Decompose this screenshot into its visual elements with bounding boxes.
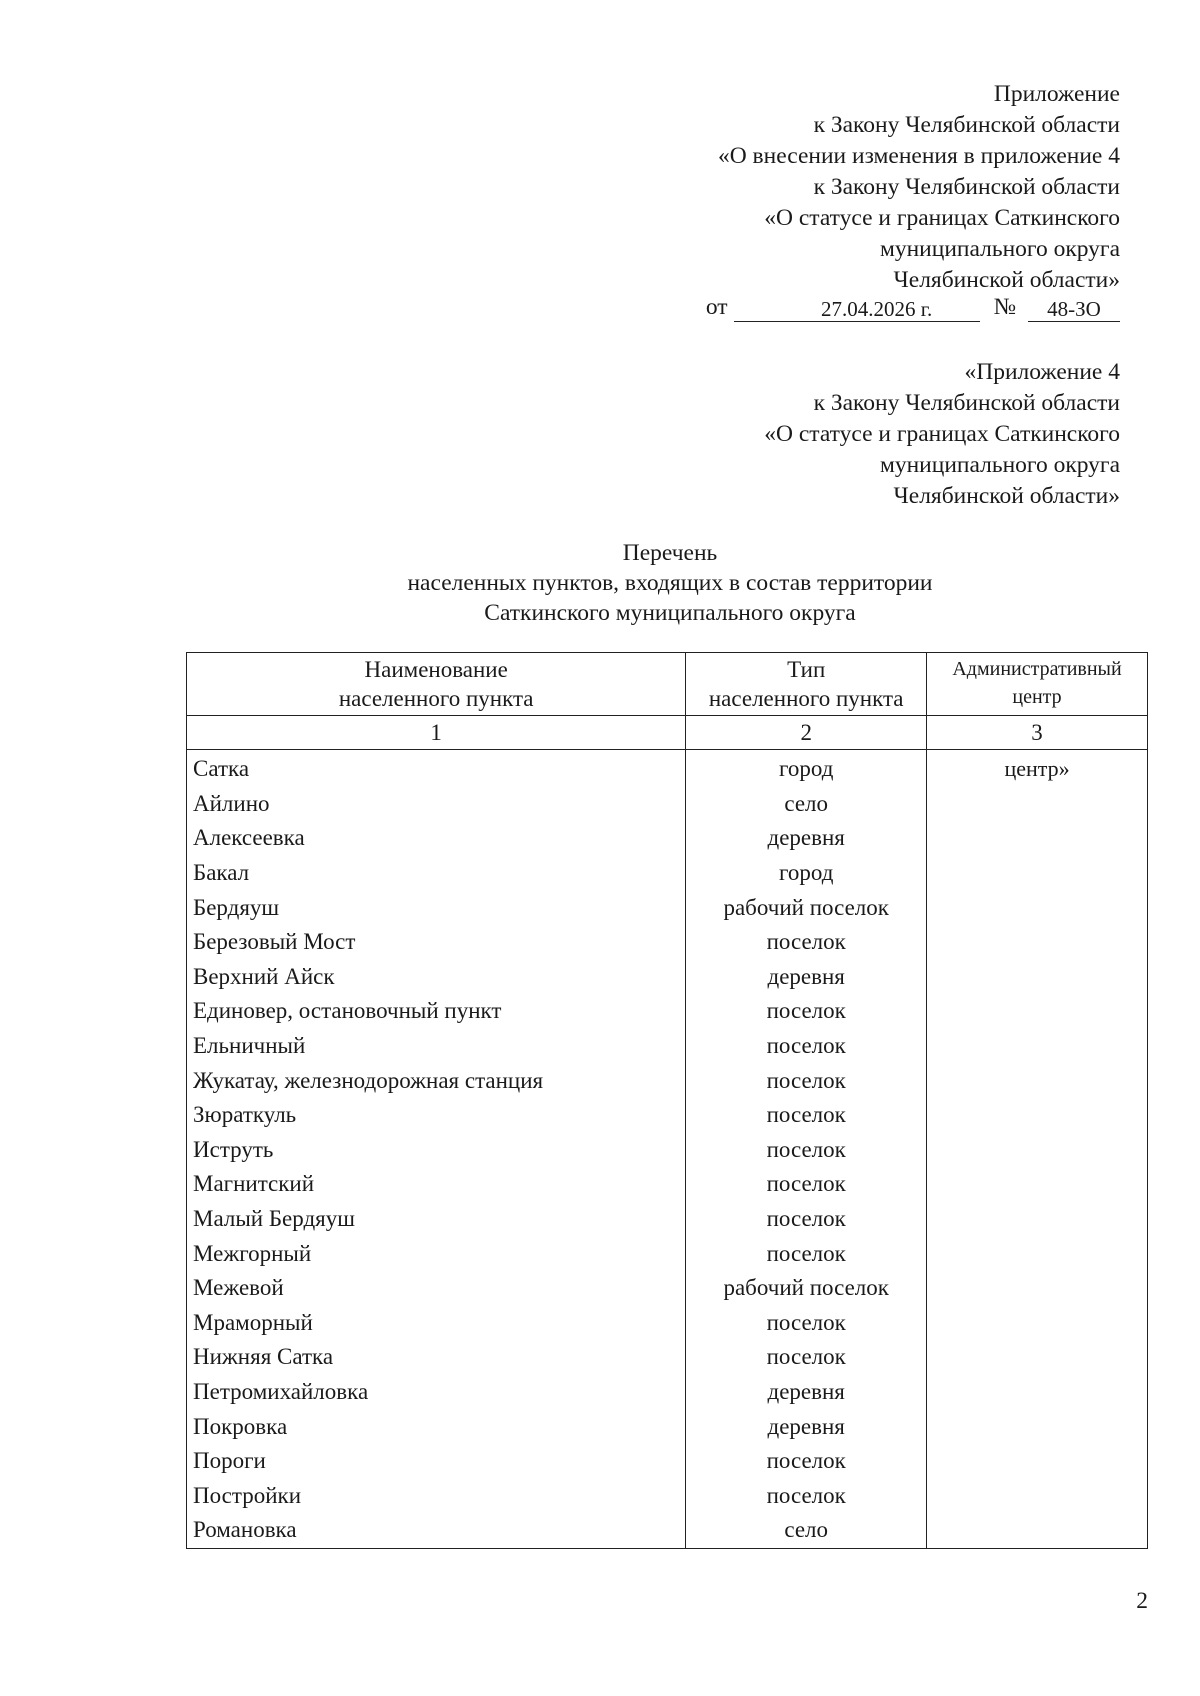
cell-name: Ельничный <box>187 1029 686 1064</box>
cell-type: поселок <box>686 1167 927 1202</box>
cell-name: Пороги <box>187 1444 686 1479</box>
cell-type: деревня <box>686 821 927 856</box>
title-line: Перечень <box>622 540 718 566</box>
cell-center <box>927 960 1148 995</box>
cell-name: Межгорный <box>187 1236 686 1271</box>
table-row <box>187 1202 1148 1237</box>
column-numbers-row <box>187 716 1148 750</box>
cell-name: Айлино <box>187 787 686 822</box>
table-row <box>187 1271 1148 1306</box>
cell-center <box>927 1029 1148 1064</box>
appendix4-line: к Закону Челябинской области <box>813 390 1120 416</box>
cell-center <box>927 1133 1148 1168</box>
cell-type: поселок <box>686 925 927 960</box>
table-row <box>187 1306 1148 1341</box>
cell-type: поселок <box>686 1236 927 1271</box>
document-title <box>300 538 1040 628</box>
cell-type: поселок <box>686 1478 927 1513</box>
table-row <box>187 1029 1148 1064</box>
appendix4-line: Челябинской области» <box>893 483 1120 509</box>
column-number: 3 <box>927 716 1148 750</box>
table-row <box>187 1513 1148 1548</box>
cell-type: поселок <box>686 1029 927 1064</box>
settlements-table <box>186 652 1148 1549</box>
header-center-line2: центр <box>1012 686 1062 708</box>
cell-type: город <box>686 856 927 891</box>
cell-type: поселок <box>686 1202 927 1237</box>
cell-center <box>927 890 1148 925</box>
header-name-line1: Наименование <box>364 657 508 682</box>
appendix-header <box>718 79 1120 296</box>
table-row <box>187 1340 1148 1375</box>
cell-name: Нижняя Сатка <box>187 1340 686 1375</box>
cell-center <box>927 925 1148 960</box>
appendix4-line: муниципального округа <box>879 452 1120 478</box>
cell-center <box>927 1271 1148 1306</box>
table-row <box>187 925 1148 960</box>
cell-type: деревня <box>686 1409 927 1444</box>
cell-name: Постройки <box>187 1478 686 1513</box>
table-row <box>187 1236 1148 1271</box>
issue-date: 27.04.2026 г. <box>734 297 980 322</box>
issued-label: от <box>705 294 728 320</box>
cell-type: поселок <box>686 1063 927 1098</box>
cell-name: Березовый Мост <box>187 925 686 960</box>
cell-name: Иструть <box>187 1133 686 1168</box>
appendix-line: «О статусе и границах Саткинского <box>764 205 1120 231</box>
appendix-line: к Закону Челябинской области <box>813 112 1120 138</box>
column-number: 2 <box>686 716 927 750</box>
cell-type: рабочий поселок <box>686 890 927 925</box>
cell-name: Зюраткуль <box>187 1098 686 1133</box>
table-row <box>187 1167 1148 1202</box>
cell-center <box>927 1202 1148 1237</box>
table-row <box>187 1063 1148 1098</box>
cell-name: Бердяуш <box>187 890 686 925</box>
cell-center <box>927 1444 1148 1479</box>
table-row <box>187 1133 1148 1168</box>
appendix-line: к Закону Челябинской области <box>813 174 1120 200</box>
table-row <box>187 960 1148 995</box>
table-body <box>187 750 1148 1549</box>
appendix-line: «О внесении изменения в приложение 4 <box>717 143 1120 169</box>
cell-name: Петромихайловка <box>187 1375 686 1410</box>
header-center <box>927 653 1148 716</box>
cell-name: Верхний Айск <box>187 960 686 995</box>
cell-center <box>927 1236 1148 1271</box>
table-row <box>187 821 1148 856</box>
cell-center: центр» <box>927 750 1148 787</box>
cell-center <box>927 1063 1148 1098</box>
title-line: Саткинского муниципального округа <box>484 600 856 626</box>
cell-type: поселок <box>686 1340 927 1375</box>
header-center-line1: Административный <box>952 658 1122 680</box>
cell-center <box>927 787 1148 822</box>
cell-center <box>927 1513 1148 1548</box>
title-line: населенных пунктов, входящих в состав территории <box>407 570 933 596</box>
appendix-line: Челябинской области» <box>893 267 1120 293</box>
cell-name: Сатка <box>187 750 686 787</box>
cell-type: поселок <box>686 1306 927 1341</box>
table-row <box>187 994 1148 1029</box>
table-row <box>187 890 1148 925</box>
table-row <box>187 856 1148 891</box>
cell-name: Покровка <box>187 1409 686 1444</box>
cell-type: город <box>686 750 927 787</box>
appendix4-line: «Приложение 4 <box>964 359 1120 385</box>
column-number: 1 <box>187 716 686 750</box>
cell-type: поселок <box>686 1098 927 1133</box>
cell-center <box>927 856 1148 891</box>
cell-center <box>927 994 1148 1029</box>
table-row <box>187 1409 1148 1444</box>
appendix4-line: «О статусе и границах Саткинского <box>764 421 1120 447</box>
cell-name: Романовка <box>187 1513 686 1548</box>
cell-name: Межевой <box>187 1271 686 1306</box>
table-row <box>187 1444 1148 1479</box>
cell-type: село <box>686 1513 927 1548</box>
header-name-line2: населенного пункта <box>338 686 534 711</box>
issue-date-number <box>706 292 1120 322</box>
table-row <box>187 1098 1148 1133</box>
cell-center <box>927 1478 1148 1513</box>
cell-type: село <box>686 787 927 822</box>
cell-center <box>927 1375 1148 1410</box>
cell-type: поселок <box>686 1444 927 1479</box>
cell-type: деревня <box>686 960 927 995</box>
cell-center <box>927 1340 1148 1375</box>
page-number: 2 <box>1136 1588 1148 1614</box>
header-type <box>686 653 927 716</box>
header-name <box>187 653 686 716</box>
appendix-line: Приложение <box>993 81 1120 107</box>
cell-name: Бакал <box>187 856 686 891</box>
cell-center <box>927 821 1148 856</box>
table-header-row <box>187 653 1148 716</box>
table-row <box>187 1375 1148 1410</box>
cell-name: Мраморный <box>187 1306 686 1341</box>
table-row <box>187 1478 1148 1513</box>
cell-type: деревня <box>686 1375 927 1410</box>
table-row <box>187 787 1148 822</box>
cell-center <box>927 1409 1148 1444</box>
cell-name: Магнитский <box>187 1167 686 1202</box>
cell-name: Алексеевка <box>187 821 686 856</box>
cell-name: Единовер, остановочный пункт <box>187 994 686 1029</box>
appendix-line: муниципального округа <box>879 236 1120 262</box>
cell-type: поселок <box>686 1133 927 1168</box>
cell-center <box>927 1098 1148 1133</box>
cell-name: Жукатау, железнодорожная станция <box>187 1063 686 1098</box>
cell-type: рабочий поселок <box>686 1271 927 1306</box>
appendix4-header <box>764 357 1120 512</box>
cell-center <box>927 1306 1148 1341</box>
header-type-line1: Тип <box>787 657 826 682</box>
header-type-line2: населенного пункта <box>708 686 904 711</box>
table-row <box>187 750 1148 787</box>
number-label: № <box>993 294 1016 320</box>
cell-type: поселок <box>686 994 927 1029</box>
law-number: 48-ЗО <box>1028 297 1120 322</box>
cell-name: Малый Бердяуш <box>187 1202 686 1237</box>
cell-center <box>927 1167 1148 1202</box>
